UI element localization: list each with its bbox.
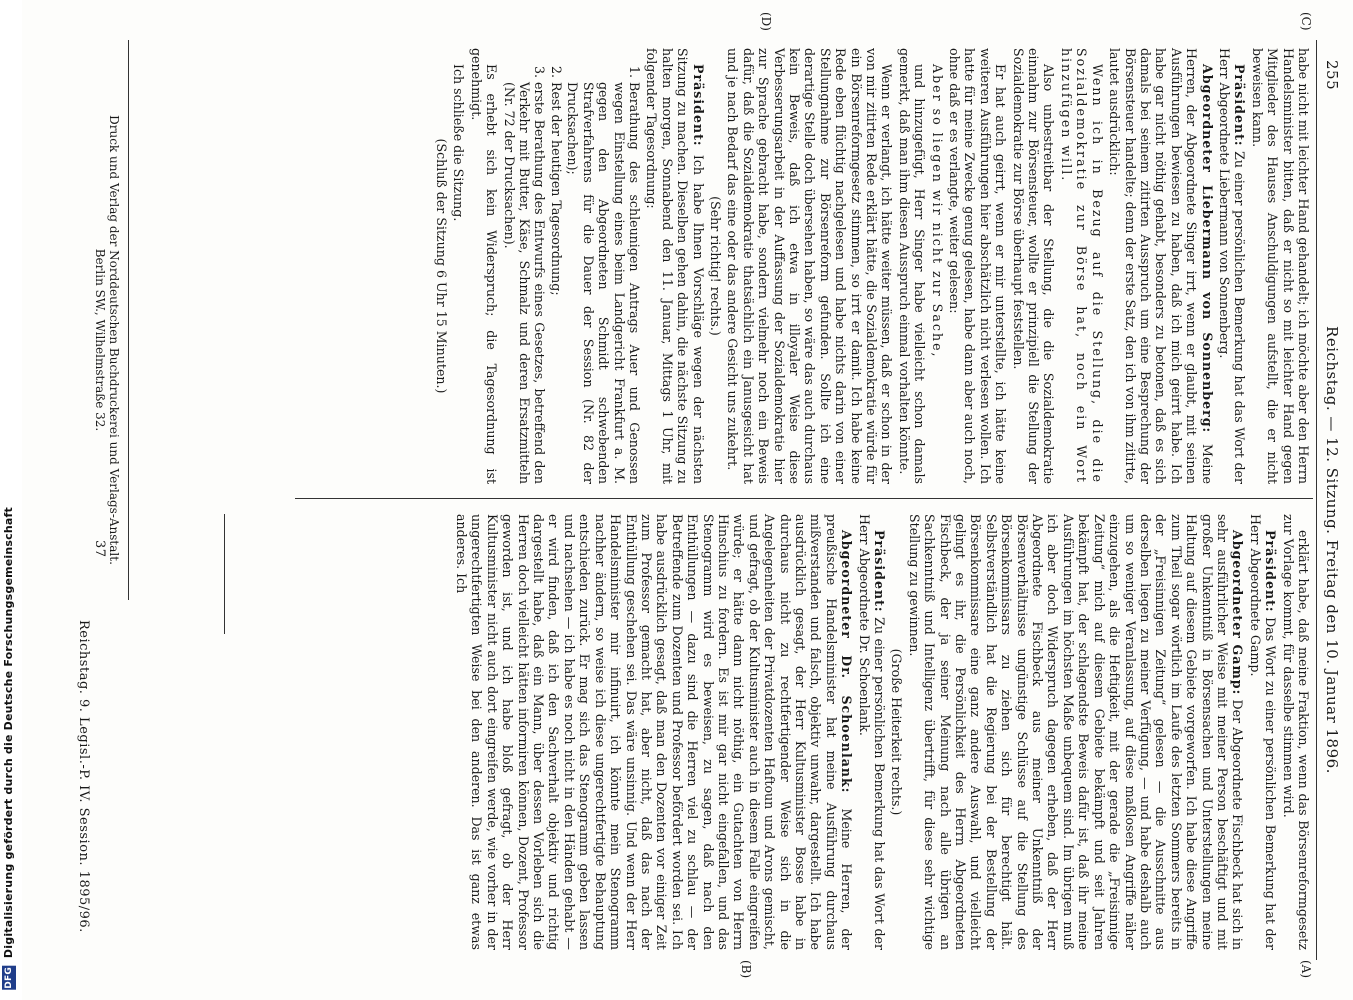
speaker-name: Abgeordneter Liebermann von Sonnenberg: (1199, 64, 1215, 434)
footer-rule (128, 40, 129, 600)
margin-mark-c: (C) (1299, 12, 1313, 31)
column-divider (295, 498, 1313, 499)
speaker-name: Präsident: (1263, 530, 1279, 613)
footer-printer-line2: Berlin SW., Wilhelmstraße 32. (93, 248, 107, 432)
stage-direction: (Große Heiterkeit rechts.) (889, 648, 905, 816)
paragraph: erklärt habe, daß meine Fraktion, wenn das Börsenreformgesetz zur Vorlage kommt, für dasselbe stimmen wird. (1280, 514, 1311, 950)
speech-text: Das Wort zu einer persönlichen Bemerkung hat der Herr Abgeordnete Gamp. (1247, 514, 1279, 950)
paragraph (1217, 48, 1248, 484)
speaker-name: Abgeordneter Gamp: (1230, 530, 1246, 696)
quotation: Aber so liegen wir nicht zur Sache, (929, 64, 945, 359)
paragraph (1247, 514, 1278, 950)
stage-direction: (Sehr richtig! rechts.) (707, 196, 723, 336)
margin-mark-b: (B) (739, 960, 753, 979)
paragraph (454, 514, 855, 950)
page-number: 255 (1323, 60, 1341, 91)
speech-text: Meine Herren, der Abgeordnete Singer irrt, wenn er glaubt, mit seinen Ausführungen bewiesen zu haben, daß ich mich geirrt habe. Ich habe gar nicht nöthig gehabt, besonders zu betonen, daß es sich damals bei seinem zitirten Ausspruch um eine Besprechung der Börsensteuer handelte; denn der erste Satz, den ich von ihm zitirte, lautet ausdrücklich: (1107, 48, 1215, 485)
speech-text: Zu einer persönlichen Bemerkung hat das Wort der Herr Abgeordnete Dr. Schoenlank. (856, 514, 888, 950)
funding-notice (2, 507, 16, 990)
footer-printer (93, 100, 121, 580)
speaker-name: Präsident: (1232, 64, 1248, 147)
paragraph: Also unbestreitbar der Stellung, die die Sozialdemokratie einnahm zur Börsensteuer, wollte er prinzipiell die Stellung der Sozialdemokratie zur Börse überhaupt feststellen. (1010, 48, 1057, 484)
sidebar (0, 0, 22, 1000)
paragraph (644, 48, 706, 484)
footer-page-number: 37 (92, 540, 107, 558)
paragraph: Ich schließe die Sitzung. (451, 64, 467, 222)
paragraph (906, 514, 1245, 950)
continued-paragraph: habe nicht mit leichter Hand gehandelt; ich möchte aber den Herrn Handelsminister bitten, daß er nicht so mit leichter Hand gegen Mitglieder des Hauses Anschuldigungen aufstellt, die er nicht beweisen kann. (1249, 48, 1311, 484)
speech-text: Meine Herren, der preußische Handelsminister hat meine Ausführung durchaus mißverstanden und falsch, objektiv unwahr, dargestellt. Ich habe ausdrücklich gesagt, der Herr Kultusminister Bosse habe in durchaus nicht zu rechtfertigender Weise sich in die Angelegenheiten der Privatdozenten Haftoun und Arons gemischt, und gefragt, ob der Kultusminister auch in diesem Falle eingreifen würde; er hätte dann nicht nöthig, ein Gutachten von Herrn Hinschius zu fordern. Es ist mir gar nicht eingefallen, und das Stenogramm wird es beweisen, zu sagen, daß nach den Enthüllungen — dazu sind die Herren viel zu schlau — der Betreffende zum Dozenten und Professor befördert worden sei. Ich habe ausdrücklich gesagt, daß man den Dozenten vor einiger Zeit zum Professor gemacht hat, aber nicht, daß das nach der Enthüllung geschehen sei. Das wäre unsinnig. Und wenn der Herr Handelsminister mir infinuirt, ich könnte mein Stenogramm nachher ändern, so weise ich diese ungerechtfertigte Behauptung entschieden zurück. Er mag sich das Stenogramm geben lassen und nachsehen — ich habe es noch nicht in den Händen gehabt — er wird finden, daß ich den Sachverhalt objektiv und richtig dargestellt habe, daß ein Mann, über dessen Vorleben sich die Herren doch vielleicht hätten informiren können, Dozent, Professor geworden ist, und ich habe bloß gefragt, ob der Herr Kultusminister nicht auch dort eingreifen werde, wie vorher in der ungerechtfertigten Weise bei den anderen. Das ist ganz etwas anderes. Ich (454, 514, 855, 950)
paragraph (856, 514, 887, 950)
speech-text: Der Abgeordnete Fischbeck hat sich in sehr ausführlicher Weise mit meiner Person beschäftigt und mit großer Unkenntniß in Börsensachen und Unterstellungen meine Haltung auf diesem Gebiete vorgeworfen. Ich habe diese Angriffe zum Theil sogar wörtlich im Laufe des letzten Sommers bereits in der „Freisinnigen Zeitung“ gelesen — die Ausschnitte aus derselben liegen zu meiner Verfügung, — und habe deshalb auch um so weniger Veranlassung, auf diese maßlosen Angriffe näher einzugehen, als die Heftigkeit, mit der gerade die „Freisinnige Zeitung“ mich auf diesem Gebiete bekämpft und seit Jahren bekämpft hat, der schlagendste Beweis dafür ist, daß ihr meine Ausführungen im höchsten Maße unbequem sind. Im übrigen muß ich aber doch Widerspruch dagegen erheben, daß der Herr Abgeordnete Fischbeck aus meiner Unkenntniß der Börsenverhältnisse ungünstige Schlüsse auf die Stellung des Börsenkommissars zu ziehen sich für berechtigt hält. Selbstverständlich hat die Regierung bei der Bestellung der Börsenkommissare eine ganz andere Auswahl, und vielleicht gelingt es ihr, die Persönlichkeit des Herrn Abgeordneten Fischbeck, der ja seiner Meinung nach alle übrigen an Sachkenntniß und Intelligenz übertrifft, für diese sehr wichtige Stellung zu gewinnen. (906, 514, 1246, 950)
agenda-list (501, 48, 642, 484)
paragraph (1107, 48, 1215, 484)
margin-mark-a: (A) (1299, 960, 1313, 979)
speech-text: Ich habe Ihnen Vorschläge wegen der nächsten Sitzung zu machen. Dieselben gehen dahin, die nächste Sitzung zu halten morgen, Sonnabend den 11. Januar, Mittags 1 Uhr, mit folgender Tagesordnung: (644, 48, 706, 484)
funding-notice-text: Digitalisierung gefördert durch die Deutsche Forschungsgemeinschaft (2, 507, 15, 959)
speaker-name: Präsident: (872, 530, 888, 613)
dfg-logo-icon: DFG (4, 967, 14, 989)
speaker-name: Abgeordneter Dr. Schoenlank: (839, 530, 855, 794)
quotation: Wenn ich in Bezug auf die Stellung, die die Sozialdemokratie zur Börse hat, noch ein Wort hinzufügen will. (1058, 48, 1105, 484)
paragraph: und hinzugefügt, Herr Singer habe vielleicht schon damals gemerkt, daß man ihm diesen Ausspruch einmal vorhalten könnte. (896, 48, 928, 484)
agenda-item: 2. Rest der heutigen Tagesordnung; (549, 82, 564, 484)
footer-session: Reichstag. 9. Legisl.-P. IV. Session. 1895/96. (76, 620, 91, 933)
stage-direction: (Schluß der Sitzung 6 Uhr 15 Minuten.) (434, 138, 450, 394)
running-title: Reichstag. — 12. Sitzung. Freitag den 10. Januar 1896. (1323, 326, 1341, 774)
footer-printer-line1: Druck und Verlag der Norddeutschen Buchdruckerei und Verlags-Anstalt. (107, 115, 121, 565)
paragraph: Es erhebt sich kein Widerspruch; die Tagesordnung ist genehmigt. (468, 48, 500, 484)
paragraph: Wenn er verlangt, ich hätte weiter müssen, daß er schon in der von mir zitirten Rede erklärt hätte, die Sozialdemokratie würde für ein Börsenreformgesetz stimmen, so irrt er damit. Ich habe keine Rede eben flüchtig nachgelesen und habe nichts darin von einer Stellungnahme zur Börsenreform gefunden. Sollte ich eine derartige Stelle doch übersehen haben, so wäre das auch durchaus kein Beweis, daß ich etwa in illoyaler Weise diese Verbesserungsarbeit in der Auffassung der Sozialdemokratie hier zur Sprache gebracht habe, sondern vielmehr noch ein Beweis dafür, daß die Sozialdemokratie thatsächlich ein Janusgesicht hat und je nach Bedarf das eine oder das andere Gesicht uns zukehrt. (725, 48, 895, 484)
header-rule (1316, 40, 1317, 960)
paragraph: Er hat auch geirrt, wenn er mir unterstellte, ich hätte keine weiteren Ausführungen hier abschätzlich nicht verlesen wollen. Ich hatte für meine Zwecke genug gelesen, habe dann aber auch noch, ohne daß er es verlangte, weiter gelesen: (947, 48, 1009, 484)
agenda-item: 3. erste Berathung des Entwurfs eines Gesetzes, betreffend den Verkehr mit Butter, Käse, Schmalz und deren Ersatzmitteln (Nr. 72 der Drucksachen). (501, 82, 547, 484)
text-column-right (432, 48, 1311, 484)
agenda-item: 1. Berathung des schleunigen Antrags Auer und Genossen wegen Einstellung eines beim Landgericht Frankfurt a. M. gegen den Abgeordneten Schmidt schwebenden Strafverfahrens für die Dauer der Session (Nr. 82 der Drucksachen); (565, 82, 642, 484)
speech-text: Zu einer persönlichen Bemerkung hat das Wort der Herr Abgeordnete Liebermann von Sonnenberg. (1216, 48, 1248, 484)
text-column-left (452, 514, 1311, 950)
speaker-name: Präsident: (690, 64, 706, 147)
margin-mark-d: (D) (759, 12, 773, 31)
section-rule (224, 514, 225, 634)
